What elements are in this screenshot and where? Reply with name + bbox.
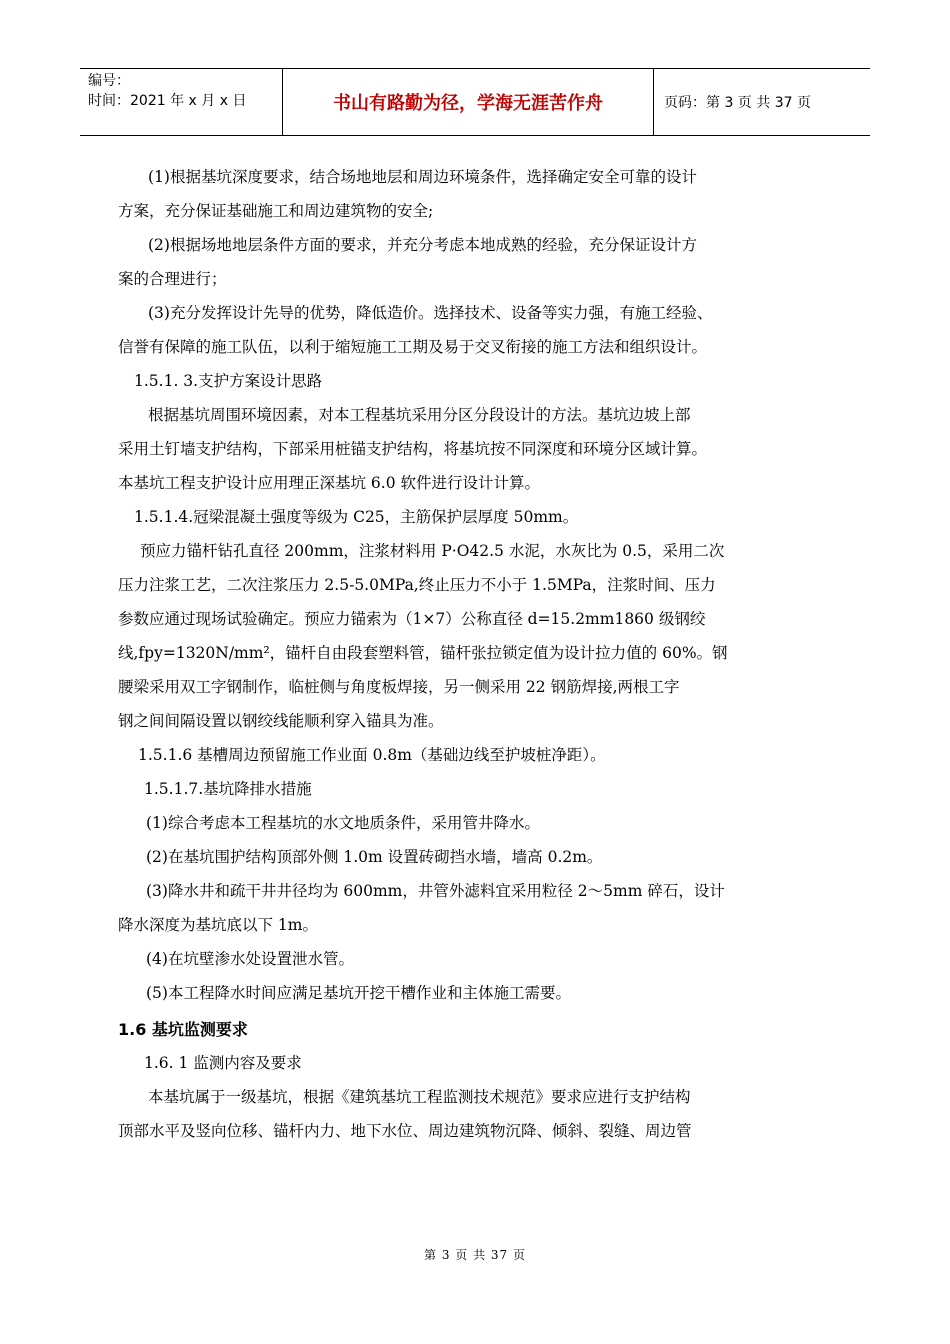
page-footer: 第 3 页 共 37 页 <box>424 1248 526 1262</box>
paragraph-line: (1)根据基坑深度要求，结合场地地层和周边环境条件，选择确定安全可靠的设计 <box>148 168 697 186</box>
document-body <box>118 160 838 1148</box>
subsection-title: 1.5.1.7.基坑降排水措施 <box>144 780 312 798</box>
paragraph-line: 采用土钉墙支护结构，下部采用桩锚支护结构，将基坑按不同深度和环境分区域计算。 <box>118 440 708 458</box>
paragraph-line: 根据基坑周围环境因素，对本工程基坑采用分区分段设计的方法。基坑边坡上部 <box>148 406 691 424</box>
paragraph-line: 降水深度为基坑底以下 1m。 <box>118 916 318 934</box>
subsection-title: 1.5.1.4.冠梁混凝土强度等级为 C25，主筋保护层厚度 50mm。 <box>134 508 579 526</box>
paragraph-line: (1)综合考虑本工程基坑的水文地质条件，采用管井降水。 <box>146 814 540 832</box>
subsection-title: 1.5.1.6 基槽周边预留施工作业面 0.8m（基础边线至护坡桩净距）。 <box>138 746 606 764</box>
header-motto: 书山有路勤为径，学海无涯苦作舟 <box>282 69 654 135</box>
paragraph-line: 方案，充分保证基础施工和周边建筑物的安全; <box>118 202 434 220</box>
paragraph-line: 本基坑属于一级基坑，根据《建筑基坑工程监测技术规范》要求应进行支护结构 <box>148 1088 691 1106</box>
paragraph-line: 本基坑工程支护设计应用理正深基坑 6.0 软件进行设计计算。 <box>118 474 541 492</box>
paragraph-line: 预应力锚杆钻孔直径 200mm，注浆材料用 P·O42.5 水泥，水灰比为 0.5，采用二次 <box>140 542 725 560</box>
page-header <box>80 68 870 136</box>
header-page-info: 页码：第 3 页 共 37 页 <box>664 95 811 111</box>
paragraph-line: 信誉有保障的施工队伍，以利于缩短施工工期及易于交叉衔接的施工方法和组织设计。 <box>118 338 708 356</box>
paragraph-line: 腰梁采用双工字钢制作，临桩侧与角度板焊接，另一侧采用 22 钢筋焊接,两根工字 <box>118 678 680 696</box>
paragraph-line: (4)在坑壁渗水处设置泄水管。 <box>146 950 354 968</box>
paragraph-line: (3)充分发挥设计先导的优势，降低造价。选择技术、设备等实力强，有施工经验、 <box>148 304 713 322</box>
paragraph-line: 线,fpy=1320N/mm²，锚杆自由段套塑料管，锚杆张拉锁定值为设计拉力值的 60%。钢 <box>118 644 728 662</box>
paragraph-line: 顶部水平及竖向位移、锚杆内力、地下水位、周边建筑物沉降、倾斜、裂缝、周边管 <box>118 1122 692 1140</box>
subsection-title: 1.6. 1 监测内容及要求 <box>144 1054 302 1072</box>
document-number-label: 编号： <box>88 73 130 89</box>
paragraph-line: 案的合理进行； <box>118 270 227 288</box>
section-heading: 1.6 基坑监测要求 <box>118 1020 248 1039</box>
header-meta <box>80 69 282 135</box>
paragraph-line: (2)在基坑围护结构顶部外侧 1.0m 设置砖砌挡水墙，墙高 0.2m。 <box>146 848 603 866</box>
paragraph-line: (5)本工程降水时间应满足基坑开挖干槽作业和主体施工需要。 <box>146 984 571 1002</box>
paragraph-line: 压力注浆工艺，二次注浆压力 2.5-5.0MPa,终止压力不小于 1.5MPa，注浆时间、压力 <box>118 576 716 594</box>
subsection-title: 1.5.1. 3.支护方案设计思路 <box>134 372 323 390</box>
paragraph-line: 参数应通过现场试验确定。预应力锚索为（1×7）公称直径 d=15.2mm1860 级钢绞 <box>118 610 706 628</box>
document-date: 时间：2021 年 x 月 x 日 <box>88 93 247 109</box>
paragraph-line: 钢之间间隔设置以钢绞线能顺利穿入锚具为准。 <box>118 712 444 730</box>
paragraph-line: (3)降水井和疏干井井径均为 600mm，井管外滤料宜采用粒径 2～5mm 碎石，设计 <box>146 882 725 900</box>
paragraph-line: (2)根据场地地层条件方面的要求，并充分考虑本地成熟的经验，充分保证设计方 <box>148 236 697 254</box>
